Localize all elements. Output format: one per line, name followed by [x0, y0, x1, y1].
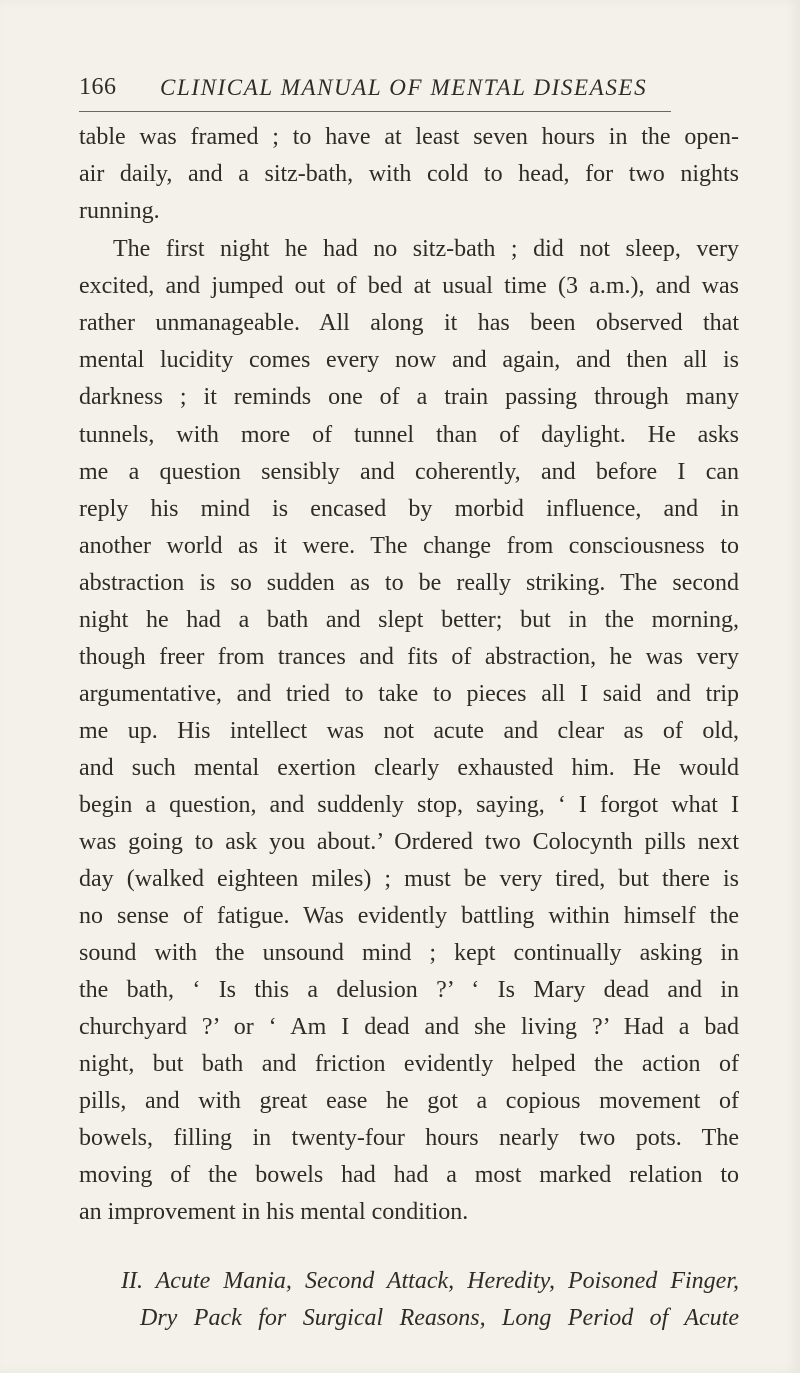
case-heading-line: Dry Pack for Surgical Reasons, Long Period of Acute — [140, 1305, 739, 1331]
text-line: abstraction is so sudden as to be really striking. The second — [79, 570, 739, 596]
text-line: pills, and with great ease he got a copious movement of — [79, 1088, 739, 1114]
text-line: was going to ask you about.’ Ordered two Colocynth pills next — [79, 829, 739, 855]
text-line: darkness ; it reminds one of a train passing through many — [79, 384, 739, 410]
text-line: me up. His intellect was not acute and clear as of old, — [79, 718, 739, 744]
text-line: night he had a bath and slept better; but in the morning, — [79, 607, 739, 633]
text-line: bowels, filling in twenty-four hours nearly two pots. The — [79, 1125, 739, 1151]
text-line: no sense of fatigue. Was evidently battling within himself the — [79, 903, 739, 929]
text-line: air daily, and a sitz-bath, with cold to head, for two nights — [79, 161, 739, 187]
text-line: begin a question, and suddenly stop, saying, ‘ I forgot what I — [79, 792, 739, 818]
text-line: moving of the bowels had had a most marked relation to — [79, 1162, 739, 1188]
text-line: rather unmanageable. All along it has been observed that — [79, 310, 739, 336]
text-line: though freer from trances and fits of abstraction, he was very — [79, 644, 739, 670]
text-line: me a question sensibly and coherently, and before I can — [79, 459, 739, 485]
text-line: table was framed ; to have at least seven hours in the open- — [79, 124, 739, 150]
text-line: The first night he had no sitz-bath ; did not sleep, very — [113, 236, 739, 262]
text-line: mental lucidity comes every now and again, and then all is — [79, 347, 739, 373]
text-line: night, but bath and friction evidently helped the action of — [79, 1051, 739, 1077]
text-line: churchyard ?’ or ‘ Am I dead and she living ?’ Had a bad — [79, 1014, 739, 1040]
header-rule — [79, 111, 671, 112]
text-line: the bath, ‘ Is this a delusion ?’ ‘ Is Mary dead and in — [79, 977, 739, 1003]
text-line: excited, and jumped out of bed at usual time (3 a.m.), and was — [79, 273, 739, 299]
text-line: sound with the unsound mind ; kept continually asking in — [79, 940, 739, 966]
text-line: an improvement in his mental condition. — [79, 1199, 469, 1225]
text-line: reply his mind is encased by morbid influence, and in — [79, 496, 739, 522]
text-line: running. — [79, 198, 160, 224]
text-line: another world as it were. The change from consciousness to — [79, 533, 739, 559]
running-title: CLINICAL MANUAL OF MENTAL DISEASES — [160, 75, 648, 100]
page-number: 166 — [79, 74, 117, 100]
text-line: day (walked eighteen miles) ; must be very tired, but there is — [79, 866, 739, 892]
text-line: tunnels, with more of tunnel than of daylight. He asks — [79, 422, 739, 448]
case-heading-line: II. Acute Mania, Second Attack, Heredity, Poisoned Finger, — [121, 1268, 739, 1294]
text-line: argumentative, and tried to take to pieces all I said and trip — [79, 681, 739, 707]
page-header — [79, 62, 669, 102]
text-line: and such mental exertion clearly exhausted him. He would — [79, 755, 739, 781]
